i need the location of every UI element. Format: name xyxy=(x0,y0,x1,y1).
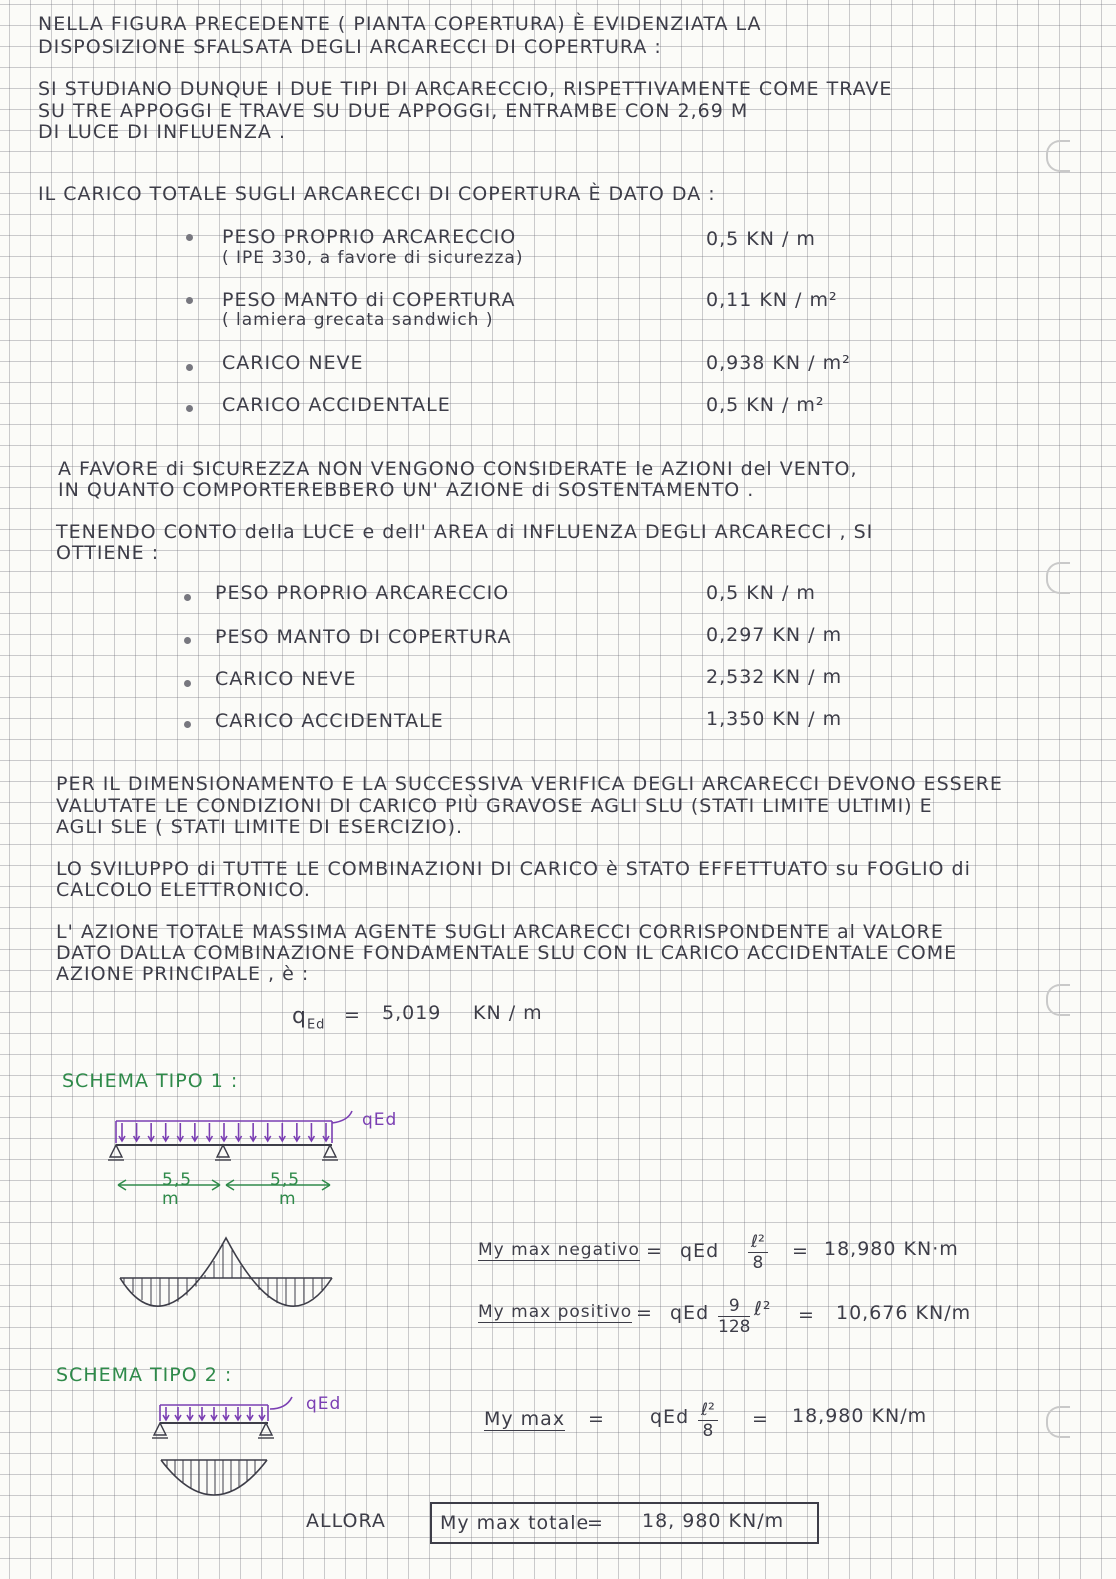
bullet xyxy=(186,234,193,241)
load-arrow xyxy=(177,1123,183,1141)
load-label: PESO PROPRIO ARCARECCIO xyxy=(222,226,517,248)
load-arrow xyxy=(250,1123,256,1141)
load-arrow xyxy=(192,1123,198,1141)
scheme2-qed: qEd xyxy=(650,1406,690,1428)
load-arrow xyxy=(175,1407,181,1420)
neg-fraction-num: ℓ² xyxy=(748,1232,768,1253)
load-arrow xyxy=(221,1123,227,1141)
scheme2-title: SCHEMA TIPO 2 : xyxy=(56,1364,233,1386)
scheme1-title: SCHEMA TIPO 1 : xyxy=(62,1070,239,1092)
wind-line-1: A FAVORE di SICUREZZA NON VENGONO CONSIDERATE le AZIONI del VENTO, xyxy=(58,458,858,480)
load-label: PESO MANTO di COPERTURA xyxy=(222,289,516,311)
influence-line-1: TENENDO CONTO della LUCE e dell' AREA di INFLUENZA DEGLI ARCARECCI , SI xyxy=(56,521,874,543)
load-arrow xyxy=(294,1123,300,1141)
my-max-negativo-value: 18,980 KN·m xyxy=(824,1238,959,1260)
bullet xyxy=(186,364,193,371)
load-arrow xyxy=(163,1407,169,1420)
load-arrow xyxy=(308,1123,314,1141)
load-arrow xyxy=(235,1407,241,1420)
scheme2-moment-diagram xyxy=(155,1450,275,1510)
wind-line-2: IN QUANTO COMPORTEREBBERO UN' AZIONE di SOSTENTAMENTO . xyxy=(58,479,755,501)
load-label: PESO MANTO DI COPERTURA xyxy=(215,626,512,648)
qed-value: 5,019 xyxy=(382,1002,442,1024)
load-arrow xyxy=(265,1123,271,1141)
scheme2-my-max-value: 18,980 KN/m xyxy=(792,1405,928,1427)
load-value: 1,350 KN / m xyxy=(706,708,843,730)
load-label: CARICO NEVE xyxy=(215,668,357,690)
sizing-line-3: AGLI SLE ( STATI LIMITE DI ESERCIZIO). xyxy=(56,816,464,838)
pos-qed: qEd xyxy=(670,1302,710,1324)
intro-line-4: SU TRE APPOGGI E TRAVE SU DUE APPOGGI, ENTRAMBE CON 2,69 M xyxy=(38,100,749,122)
load-arrow xyxy=(279,1123,285,1141)
load-arrow xyxy=(206,1123,212,1141)
scheme1-span-1: 5,5 xyxy=(162,1170,193,1190)
equals: = xyxy=(588,1408,605,1430)
binder-hole xyxy=(1046,1406,1070,1438)
pos-fraction-num: 9 xyxy=(718,1296,750,1317)
qed-symbol: $q_{Ed}$ xyxy=(292,1004,326,1033)
load-label: PESO PROPRIO ARCARECCIO xyxy=(215,582,510,604)
equals: = xyxy=(798,1304,815,1326)
qed-unit: KN / m xyxy=(473,1002,543,1024)
load-label: CARICO NEVE xyxy=(222,352,364,374)
sizing-line-4: LO SVILUPPO di TUTTE LE COMBINAZIONI DI CARICO è STATO EFFETTUATO su FOGLIO di xyxy=(56,858,971,880)
neg-fraction xyxy=(748,1232,768,1273)
load-sub: ( lamiera grecata sandwich ) xyxy=(222,310,494,330)
my-max-negativo-label: My max negativo xyxy=(478,1240,640,1260)
load-sub: ( IPE 330, a favore di sicurezza) xyxy=(222,248,524,268)
scheme1-span-1-unit: m xyxy=(162,1189,180,1209)
sizing-line-8: AZIONE PRINCIPALE , è : xyxy=(56,963,310,985)
neg-qed: qEd xyxy=(680,1240,720,1262)
load-arrow xyxy=(259,1407,265,1420)
bullet xyxy=(186,297,193,304)
load-arrow xyxy=(134,1123,140,1141)
intro-line-5: DI LUCE DI INFLUENZA . xyxy=(38,121,287,143)
load-label: CARICO ACCIDENTALE xyxy=(222,394,451,416)
binder-hole xyxy=(1046,984,1070,1016)
total-value: 18, 980 KN/m xyxy=(642,1510,785,1532)
pos-fraction xyxy=(718,1296,750,1337)
pos-fraction-den: 128 xyxy=(718,1317,751,1337)
bullet xyxy=(184,594,191,601)
equals: = xyxy=(636,1302,653,1324)
total-equals: = xyxy=(587,1512,604,1534)
intro-line-3: SI STUDIANO DUNQUE I DUE TIPI DI ARCARECCIO, RISPETTIVAMENTE COME TRAVE xyxy=(38,78,893,100)
bullet xyxy=(186,405,193,412)
my-max-positivo-value: 10,676 KN/m xyxy=(836,1302,972,1324)
my-max-positivo-label: My max positivo xyxy=(478,1302,633,1322)
influence-line-2: OTTIENE : xyxy=(56,542,160,564)
load-label: CARICO ACCIDENTALE xyxy=(215,710,444,732)
load-arrow xyxy=(163,1123,169,1141)
sizing-line-5: CALCOLO ELETTRONICO. xyxy=(56,879,311,901)
neg-fraction-den: 8 xyxy=(752,1253,764,1273)
scheme1-moment-diagram xyxy=(110,1230,350,1330)
total-label: My max totale xyxy=(440,1512,590,1534)
scheme1-span-2-unit: m xyxy=(279,1189,297,1209)
scheme2-fraction xyxy=(698,1400,718,1441)
scheme1-load-label: qEd xyxy=(362,1110,398,1130)
bullet xyxy=(184,680,191,687)
load-value: 0,5 KN / m² xyxy=(706,394,825,416)
load-value: 0,5 KN / m xyxy=(706,582,816,604)
sizing-line-7: DATO DALLA COMBINAZIONE FONDAMENTALE SLU CON IL CARICO ACCIDENTALE COME xyxy=(56,942,958,964)
pos-l-squared: ℓ² xyxy=(754,1298,772,1320)
load-arrow xyxy=(247,1407,253,1420)
total-prefix: ALLORA xyxy=(306,1510,386,1532)
intro-line-2: DISPOSIZIONE SFALSATA DEGLI ARCARECCI DI COPERTURA : xyxy=(38,36,662,58)
bullet xyxy=(184,721,191,728)
scheme2-fraction-den: 8 xyxy=(702,1421,714,1441)
load-value: 0,11 KN / m² xyxy=(706,289,838,311)
equals: = xyxy=(792,1240,809,1262)
binder-hole xyxy=(1046,562,1070,594)
load-arrow xyxy=(223,1407,229,1420)
sizing-line-2: VALUTATE LE CONDIZIONI DI CARICO PIÙ GRAVOSE AGLI SLU (STATI LIMITE ULTIMI) E xyxy=(56,795,933,817)
qed-equals: = xyxy=(344,1004,361,1026)
load-arrow xyxy=(199,1407,205,1420)
load-value: 0,938 KN / m² xyxy=(706,352,851,374)
load-arrow xyxy=(119,1123,125,1141)
equals: = xyxy=(752,1408,769,1430)
load-value: 2,532 KN / m xyxy=(706,666,843,688)
scheme2-my-max-label: My max xyxy=(484,1408,566,1430)
scheme2-load-label: qEd xyxy=(306,1394,342,1414)
load-arrow xyxy=(236,1123,242,1141)
load-arrow xyxy=(187,1407,193,1420)
binder-hole xyxy=(1046,140,1070,172)
load-arrow xyxy=(148,1123,154,1141)
equals: = xyxy=(646,1240,663,1262)
load-value: 0,5 KN / m xyxy=(706,228,816,250)
load-arrow xyxy=(211,1407,217,1420)
load-value: 0,297 KN / m xyxy=(706,624,843,646)
intro-line-6: IL CARICO TOTALE SUGLI ARCARECCI DI COPERTURA È DATO DA : xyxy=(38,183,716,205)
scheme2-fraction-num: ℓ² xyxy=(698,1400,718,1421)
sizing-line-1: PER IL DIMENSIONAMENTO E LA SUCCESSIVA VERIFICA DEGLI ARCARECCI DEVONO ESSERE xyxy=(56,773,1003,795)
bullet xyxy=(184,637,191,644)
intro-line-1: NELLA FIGURA PRECEDENTE ( PIANTA COPERTURA) È EVIDENZIATA LA xyxy=(38,13,762,35)
load-arrow xyxy=(323,1123,329,1141)
sizing-line-6: L' AZIONE TOTALE MASSIMA AGENTE SUGLI ARCARECCI CORRISPONDENTE al VALORE xyxy=(56,921,944,943)
scheme1-span-2: 5,5 xyxy=(270,1170,301,1190)
